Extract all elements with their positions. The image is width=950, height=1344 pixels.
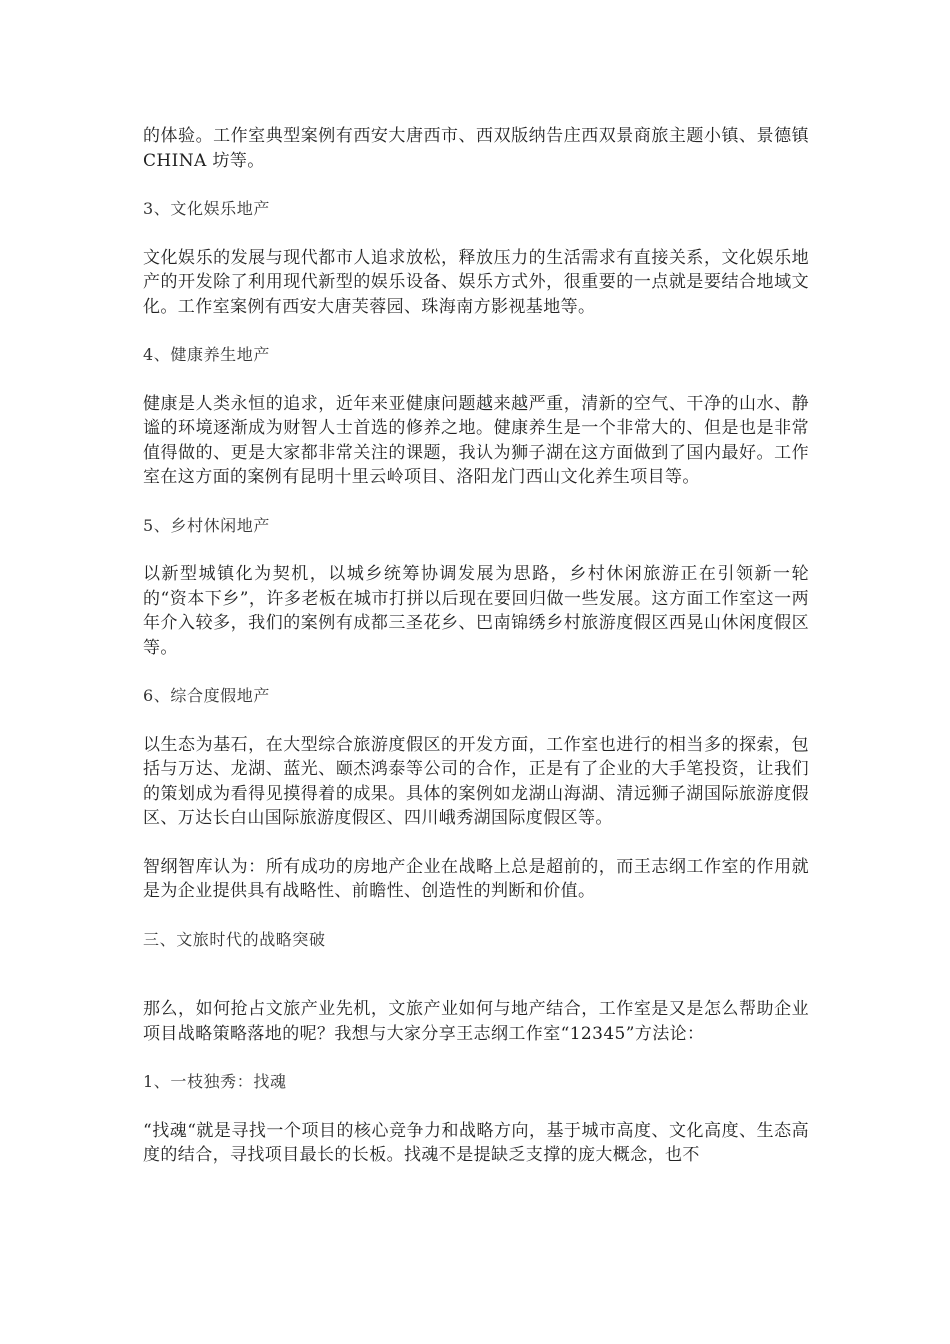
section-heading: 1、一枝独秀：找魂 xyxy=(143,1072,287,1091)
section-heading: 6、综合度假地产 xyxy=(143,686,270,705)
body-paragraph: 那么，如何抢占文旅产业先机，文旅产业如何与地产结合，工作室是又是怎么帮助企业项目战略策略落地的呢？我想与大家分享王志纲工作室“12345”方法论： xyxy=(143,999,809,1044)
body-paragraph: 以新型城镇化为契机，以城乡统筹协调发展为思路，乡村休闲旅游正在引领新一轮的“资本下乡”，许多老板在城市打拼以后现在要回归做一些发展。这方面工作室这一两年介入较多，我们的案例有成都三圣花乡、巴南锦绣乡村旅游度假区西晃山休闲度假区等。 xyxy=(143,564,809,658)
section-heading: 5、乡村休闲地产 xyxy=(143,515,270,535)
section-heading: 4、健康养生地产 xyxy=(143,345,270,364)
body-paragraph: 的体验。工作室典型案例有西安大唐西市、西双版纳告庄西双景商旅主题小镇、景德镇 CHINA 坊等。 xyxy=(143,126,809,171)
section-heading: 3、文化娱乐地产 xyxy=(143,199,270,218)
body-paragraph: “找魂“就是寻找一个项目的核心竞争力和战略方向，基于城市高度、文化高度、生态高度的结合，寻找项目最长的长板。找魂不是提缺乏支撑的庞大概念，也不 xyxy=(143,1120,809,1165)
body-paragraph: 健康是人类永恒的追求，近年来亚健康问题越来越严重，清新的空气、干净的山水、静谧的环境逐渐成为财智人士首选的修养之地。健康养生是一个非常大的、但是也是非常值得做的、更是大家都非常关注的课题，我认为狮子湖在这方面做到了国内最好。工作室在这方面的案例有昆明十里云岭项目、洛阳龙门西山文化养生项目等。 xyxy=(143,393,809,487)
body-paragraph: 以生态为基石，在大型综合旅游度假区的开发方面，工作室也进行的相当多的探索，包括与万达、龙湖、蓝光、颐杰鸿泰等公司的合作，正是有了企业的大手笔投资，让我们的策划成为看得见摸得着的成果。具体的案例如龙湖山海湖、清远狮子湖国际旅游度假区、万达长白山国际旅游度假区、四川峨秀湖国际度假区等。 xyxy=(143,734,809,828)
document-page xyxy=(143,124,809,1192)
body-paragraph: 文化娱乐的发展与现代都市人追求放松，释放压力的生活需求有直接关系，文化娱乐地产的开发除了利用现代新型的娱乐设备、娱乐方式外，很重要的一点就是要结合地域文化。工作室案例有西安大唐芙蓉园、珠海南方影视基地等。 xyxy=(143,247,809,317)
body-paragraph: 智纲智库认为：所有成功的房地产企业在战略上总是超前的，而王志纲工作室的作用就是为企业提供具有战略性、前瞻性、创造性的判断和价值。 xyxy=(143,856,809,901)
section-heading: 三、文旅时代的战略突破 xyxy=(143,929,326,949)
